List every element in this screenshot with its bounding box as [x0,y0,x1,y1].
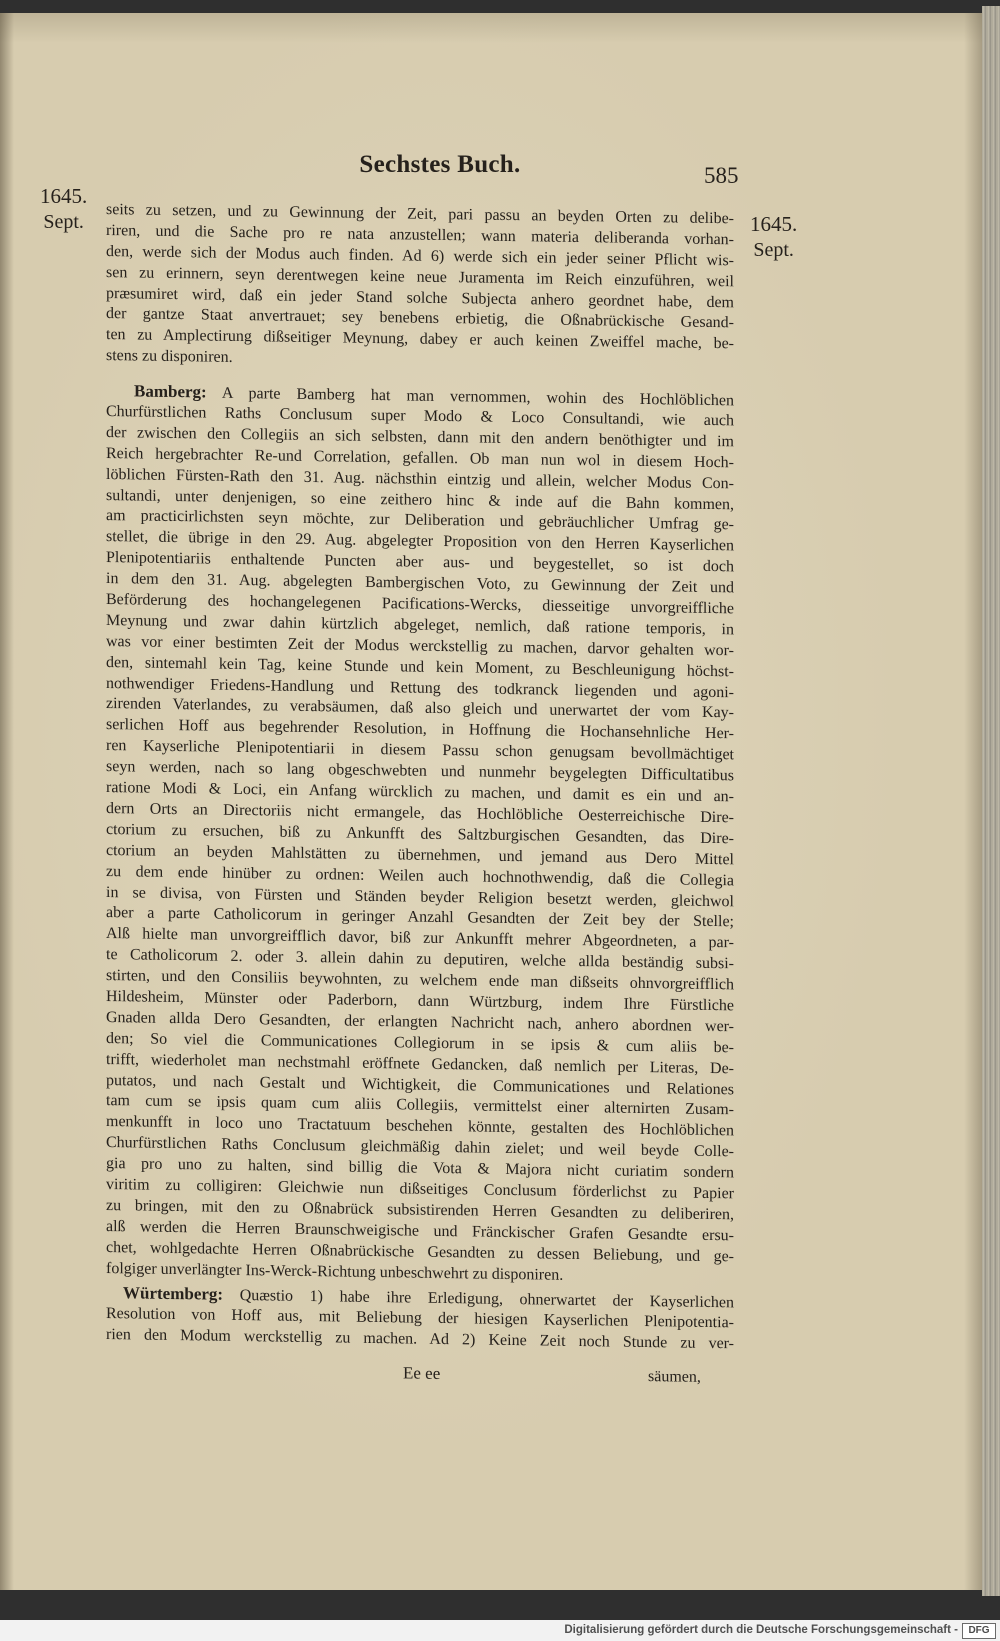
text-line: zu bringen, mit den zu Oßnabrück subsistirenden Herren Gesandten zu deliberiren, [106,1196,734,1224]
text-line: nothwendiger Friedens-Handlung und Rettung des todkranck liegenden und agoni- [106,674,734,701]
text-line: Meynung und zwar dahin kürtzlich abgeleget, nemlich, daß ratione temporis, in [106,611,734,639]
margin-note-year: 1645. [40,184,88,208]
text-line: was vor einer bestimten Zeit der Modus werckstellig zu machen, darvor gehalten wor- [106,632,734,660]
margin-note-year: 1645. [750,212,798,236]
text-line: præsumiret wird, daß ein jeder Stand solche Subjecta anhero geordnet habe, dem [106,284,734,311]
text-line: zu dem ende hinüber zu ordnen: Weilen auch hochnothwendig, daß die Collegia [106,862,734,889]
text-line: ctorium an beyden Mahlstätten zu übernehmen, und jemand aus Dero Mittel [106,841,734,869]
text-line: seyn werden, nach so lang obgeschwebten und nunmehr beygelegten Difficultatibus [106,758,734,785]
line-text: A parte Bamberg hat man vernommen, wohin des Hochlöblichen [221,384,734,410]
text-line: seits zu setzen, und zu Gewinnung der Zeit, pari passu an beyden Orten zu delibe- [106,201,734,228]
paragraph [106,200,734,376]
text-line: der zwischen den Collegiis an sich selbsten, dann mit den andern benöthigter und im [106,423,734,451]
book-page [0,13,982,1590]
margin-note-left [40,183,87,235]
text-line: Beförderung des hochangelegenen Pacifications-Wercks, diesseitige unvorgreiffliche [106,591,734,618]
text-line: putatos, und nach Gestalt und Wichtigkeit, die Communicationes und Relationes [106,1071,734,1098]
text-line: sultandi, unter denjenigen, so eine zeithero hinc & inde auf die Bahn kommen, [106,486,734,513]
page-stack-edge [982,6,1000,1596]
text-block [106,200,734,1389]
text-line: der gantze Staat anvertrauet; sey benebens erbietig, die Oßnabrückische Gesand- [106,305,734,332]
text-line: Alß hielte man unvorgreifflich davor, biß zur Ankunfft mehrer Abgeordneten, a par- [106,925,734,952]
margin-note-month: Sept. [753,239,794,261]
text-line: zirenden Vaterlandes, zu verabsäumen, daß also gleich und unerwartet der vom Kay- [106,695,734,722]
text-line: sen zu erinnern, seyn derentwegen keine neue Juramenta im Reich einzuführen, weil [106,263,734,290]
text-line: rien den Modum werckstellig zu machen. Ad 2) Keine Zeit noch Stunde zu ver- [106,1326,734,1353]
text-line: den, sintemahl kein Tag, keine Stunde und kein Moment, zu Beschleunigung höchst- [106,653,734,681]
margin-note-month: Sept. [43,211,84,233]
dfg-logo: DFG [962,1623,996,1639]
text-line: stens zu disponiren. [106,347,233,367]
text-line: dern Orts an Directoriis nicht ermangele, das Hochlöbliche Oesterreichische Dire- [106,799,734,827]
speaker-name: Würtemberg: [123,1283,224,1305]
text-line: ctorium zu ersuchen, biß zu Ankunfft des Saltzburgischen Gesandten, das Dire- [106,820,734,848]
text-line: menkunfft in loco uno Tractatuum beschehen könnte, gestalten des Hochlöblichen [106,1113,734,1140]
text-line: gia pro uno zu halten, sind billig die Vota & Majora nicht curiatim sondern [106,1155,734,1182]
text-line: den; So viel die Communicationes Collegiorum in se ipsis & cum aliis be- [106,1029,734,1057]
text-line: löblichen Fürsten-Rath den 31. Aug. nächsthin eintzig und allein, welcher Modus Con- [106,465,734,493]
text-line: te Catholicorum 2. oder 3. allein dahin zu deputiren, welche allda beständig subsi- [106,946,734,973]
text-line: viritim zu colligiren: Gleichwie nun dißseitiges Conclusum förderlichst zu Papier [106,1175,734,1203]
text-line: Churfürstlichen Raths Conclusum super Modo & Loco Consultandi, wie auch [106,403,734,430]
speaker-name: Bamberg: [134,381,207,402]
text-line: ren Kayserliche Plenipotentiarii in diesem Passu schon genugsam bevollmächtiget [106,737,734,764]
text-line: riren, und die Sache pro re nata anzustellen; wann materia deliberanda vorhan- [106,221,734,249]
text-line: stirten, und den Consiliis beywohnten, zu welchem ende man dißseits ohnvorgreifflich [106,967,734,994]
text-line: trifft, wiederholet man nechstmahl eröffnete Gedancken, daß nemlich per Literas, De- [106,1050,734,1077]
text-line: alß werden die Herren Braunschweigische und Fränckischer Grafen Gesandte ersu- [106,1217,734,1245]
text-line: tam cum se ipsis quam cum aliis Collegiis, vermittelst einer alternirten Zusam- [106,1092,734,1119]
margin-note-right [750,211,797,263]
text-line: ten zu Amplectirung dißseitiger Meynung, dabey er auch keinen Zweiffel mache, be- [106,326,734,353]
text-line: chet, wohlgedachte Herren Oßnabrückische Gesandten zu dessen Beliebung, und ge- [106,1238,734,1265]
text-line: Resolution von Hoff aus, mit Beliebung der hiesigen Kayserlichen Plenipotentia- [106,1305,734,1332]
footer-bar [0,1620,1000,1641]
page-number: 585 [704,163,739,188]
text-line: in se divisa, von Fürsten und Ständen beyder Religion besetzt werden, gleichwol [106,883,734,910]
paragraph [106,381,734,1289]
text-line: stellet, die übrige in den 29. Aug. abgelegter Proposition von den Herren Kayserlichen [106,528,734,555]
text-line: Reich hergebrachter Re-und Correlation, gefallen. Ob man nun wol in diesem Hoch- [106,444,734,472]
text-line: folgiger unverlängter Ins-Werck-Richtung unbeschwehrt zu disponiren. [106,1259,564,1284]
text-line: in dem den 31. Aug. abgelegten Bambergischen Voto, zu Gewinnung der Zeit und [106,570,734,597]
text-line: aber a parte Catholicorum in geringer Anzahl Gesandten der Zeit bey der Stelle; [106,904,734,931]
page-foot-row [106,1359,734,1389]
footer-text: Digitalisierung gefördert durch die Deutsche Forschungsgemeinschaft - [564,1624,958,1636]
text-line: Churfürstlichen Raths Conclusum gleichmäßig dahin zielet; und weil beyde Colle- [106,1134,734,1161]
text-line: ratione Modi & Loci, ein Anfang würcklich zu machen, und damit es ein und an- [106,779,734,806]
text-line: Plenipotentiariis enthaltende Puncten aber aus- und beygestellet, so ist doch [106,549,734,576]
text-line: Hildesheim, Münster oder Paderborn, dann Würtzburg, indem Ihre Fürstliche [106,987,734,1015]
paragraph [106,1283,734,1355]
text-line: am practicirlichsten seyn möchte, zur Deliberation und gebräuchlicher Umfrag ge- [106,507,734,534]
text-line: den, werde sich der Modus auch finden. Ad 6) werde sich ein jeder seiner Pflicht wis- [106,242,734,270]
running-head: Sechstes Buch. [359,151,521,178]
signature-mark: Ee ee [403,1363,441,1384]
line-text: Quæstio 1) habe ihre Erledigung, ohnerwartet der Kayserlichen [239,1287,734,1312]
catchword: säumen, [648,1368,701,1386]
text-line: serlichen Hoff aus begehrender Resolution, in Hoffnung die Hochansehnliche Her- [106,716,734,743]
text-line: Gnaden allda Dero Gesandten, der erlangten Nachricht nach, anhero abordnen wer- [106,1008,734,1036]
